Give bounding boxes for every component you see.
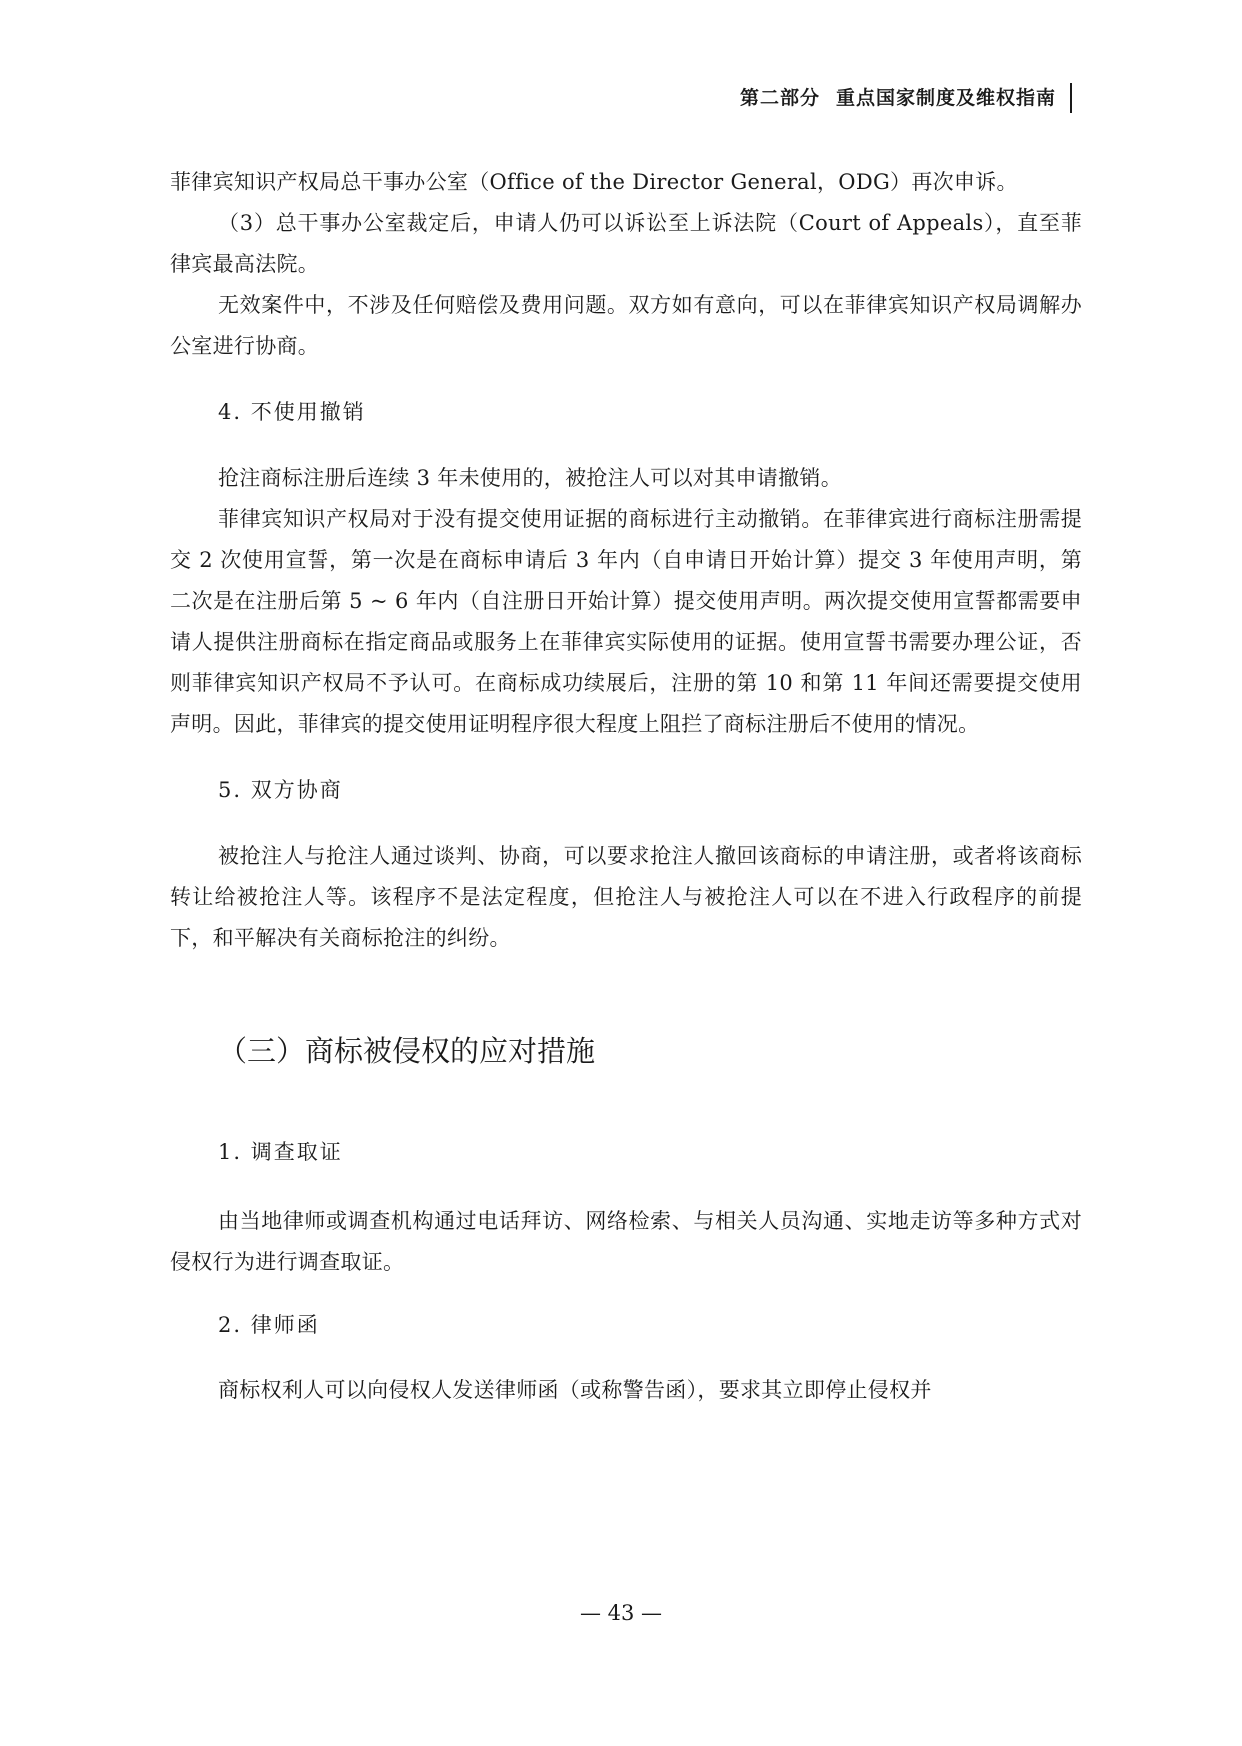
section-heading-infringement-measures: （三）商标被侵权的应对措施 [218, 1034, 596, 1068]
subheading-lawyer-letter: 2. 律师函 [218, 1313, 320, 1337]
paragraph-mediation: 无效案件中，不涉及任何赔偿及费用问题。双方如有意向，可以在菲律宾知识产权局调解办公室进行协商。 [170, 293, 1082, 358]
paragraph-negotiation: 被抢注人与抢注人通过谈判、协商，可以要求抢注人撤回该商标的申请注册，或者将该商标转让给被抢注人等。该程序不是法定程度，但抢注人与被抢注人可以在不进入行政程序的前提下，和平解决有关商标抢注的纠纷。 [170, 844, 1082, 950]
page-number: — 43 — [579, 1601, 663, 1625]
subheading-non-use-cancellation: 4. 不使用撤销 [218, 400, 366, 424]
page-body [170, 162, 1082, 1411]
paragraph-odg-appeal: 菲律宾知识产权局总干事办公室（Office of the Director General，ODG）再次申诉。 [170, 170, 1018, 194]
running-header [740, 83, 1072, 113]
subheading-investigation: 1. 调查取证 [218, 1140, 343, 1164]
header-title: 重点国家制度及维权指南 [835, 87, 1056, 109]
paragraph-lawyer-letter: 商标权利人可以向侵权人发送律师函（或称警告函），要求其立即停止侵权并 [218, 1378, 932, 1402]
subheading-negotiation: 5. 双方协商 [218, 778, 343, 802]
paragraph-non-use: 抢注商标注册后连续 3 年未使用的，被抢注人可以对其申请撤销。 [218, 466, 843, 490]
header-part: 第二部分 [739, 87, 820, 109]
paragraph-court-appeal: （3）总干事办公室裁定后，申请人仍可以诉讼至上诉法院（Court of Appeals），直至菲律宾最高法院。 [170, 211, 1082, 276]
paragraph-investigation: 由当地律师或调查机构通过电话拜访、网络检索、与相关人员沟通、实地走访等多种方式对侵权行为进行调查取证。 [170, 1209, 1082, 1274]
paragraph-declaration-of-use: 菲律宾知识产权局对于没有提交使用证据的商标进行主动撤销。在菲律宾进行商标注册需提交 2 次使用宣誓，第一次是在商标申请后 3 年内（自申请日开始计算）提交 3 年使用声明，第二次是在注册后第 5 ~ 6 年内（自注册日开始计算）提交使用声明。两次提交使用宣誓都需要申请人提供注册商标在指定商品或服务上在菲律宾实际使用的证据。使用宣誓书需要办理公证，否则菲律宾知识产权局不予认可。在商标成功续展后，注册的第 10 和第 11 年间还需要提交使用声明。因此，菲律宾的提交使用证明程序很大程度上阻拦了商标注册后不使用的情况。 [170, 507, 1082, 736]
